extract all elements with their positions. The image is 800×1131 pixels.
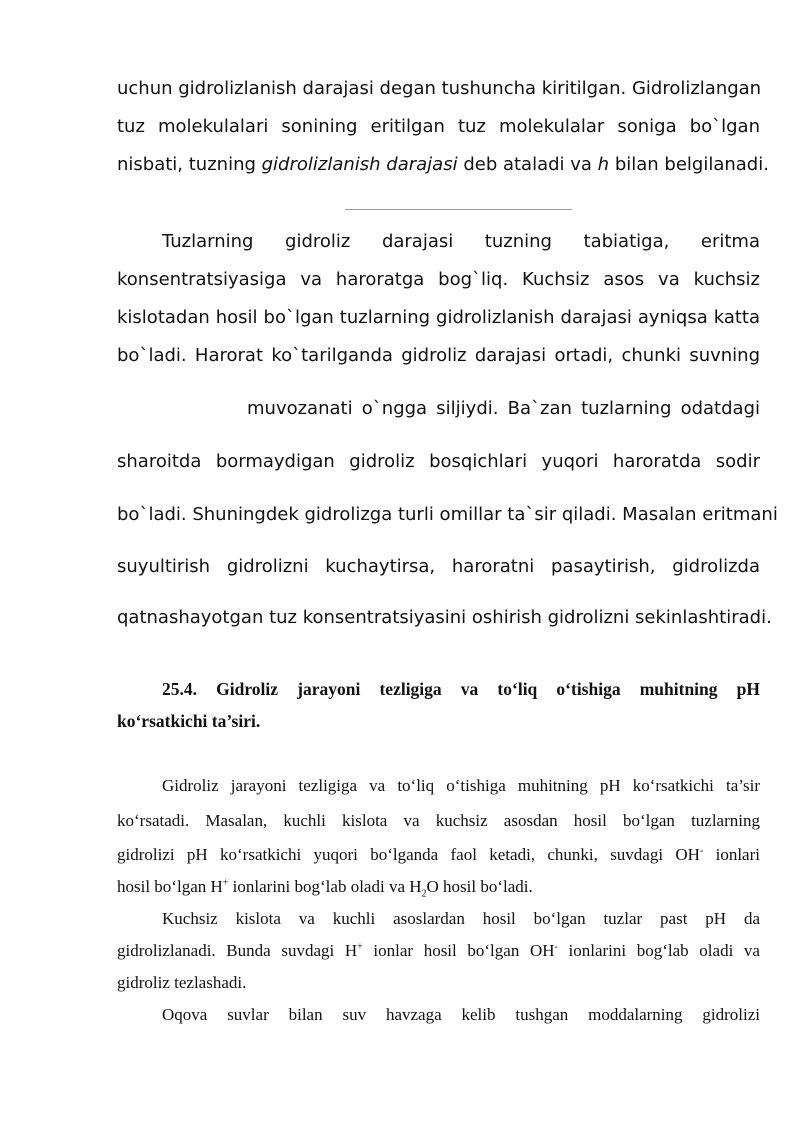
text-run: bilan belgilanadi. <box>609 154 769 175</box>
text-run: nisbati, tuzning <box>117 154 262 175</box>
paragraph-1-line-1: uchun gidrolizlanish darajasi degan tushuncha kiritilgan. Gidrolizlangan <box>117 78 762 99</box>
italic-variable: h <box>597 154 610 175</box>
paragraph-4-line-2 <box>117 941 760 961</box>
text-run: hosil bo‘lgan H <box>117 877 223 896</box>
paragraph-3-line-3 <box>117 845 760 865</box>
italic-term: gidrolizlanish darajasi <box>261 154 458 175</box>
paragraph-1-line-2: tuz molekulalari sonining eritilgan tuz molekulalar soniga bo`lgan <box>117 116 760 137</box>
text-run: ionlar hosil bo‘lgan OH <box>362 941 555 960</box>
text-run: gidrolizi pH ko‘rsatkichi yuqori bo‘lganda faol ketadi, chunki, suvdagi OH <box>117 845 700 864</box>
subscript: 2 <box>421 888 427 900</box>
paragraph-3-line-4 <box>117 877 760 900</box>
text-run: deb ataladi va <box>457 154 598 175</box>
paragraph-3-line-2: ko‘rsatadi. Masalan, kuchli kislota va kuchsiz asosdan hosil bo‘lgan tuzlarning <box>117 811 760 830</box>
paragraph-1-line-3 <box>117 154 769 175</box>
section-heading-line-2: ko‘rsatkichi ta’siri. <box>117 711 261 731</box>
paragraph-2-line-4: bo`ladi. Harorat ko`tarilganda gidroliz darajasi ortadi, chunki suvning <box>117 345 760 366</box>
text-run: ionlarini bog‘lab oladi va <box>557 941 760 960</box>
superscript: + <box>222 877 229 889</box>
paragraph-2-line-8: suyultirish gidrolizni kuchaytirsa, haroratni pasaytirish, gidrolizda <box>117 556 760 577</box>
paragraph-3-line-1: Gidroliz jarayoni tezligiga va to‘liq o‘tishiga muhitning pH ko‘rsatkichi ta’sir <box>162 776 760 795</box>
paragraph-2-line-7: bo`ladi. Shuningdek gidrolizga turli omillar ta`sir qiladi. Masalan eritmani <box>117 504 778 525</box>
paragraph-2-line-9: qatnashayotgan tuz konsentratsiyasini oshirish gidrolizni sekinlashtiradi. <box>117 607 772 628</box>
paragraph-4-line-1: Kuchsiz kislota va kuchli asoslardan hosil bo‘lgan tuzlar past pH da <box>162 909 760 928</box>
superscript: - <box>699 845 704 857</box>
text-run: ionlarini bog‘lab oladi va H <box>228 877 422 896</box>
paragraph-2-line-5: muvozanati o`ngga siljiydi. Ba`zan tuzlarning odatdagi <box>247 398 760 419</box>
section-heading-line-1: 25.4. Gidroliz jarayoni tezligiga va to‘liq o‘tishiga muhitning pH <box>162 679 760 699</box>
text-run: gidrolizlanadi. Bunda suvdagi H <box>117 941 358 960</box>
paragraph-2-line-2: konsentratsiyasiga va haroratga bog`liq. Kuchsiz asos va kuchsiz <box>117 269 760 290</box>
paragraph-5-line-1: Oqova suvlar bilan suv havzaga kelib tushgan moddalarning gidrolizi <box>162 1005 760 1024</box>
divider-rule <box>345 209 572 210</box>
text-run: ionlari <box>703 845 760 864</box>
superscript: + <box>357 941 363 953</box>
text-run: O hosil bo‘ladi. <box>426 877 533 896</box>
paragraph-4-line-3: gidroliz tezlashadi. <box>117 973 247 992</box>
paragraph-2-line-3: kislotadan hosil bo`lgan tuzlarning gidrolizlanish darajasi ayniqsa katta <box>117 307 760 328</box>
paragraph-2-line-6: sharoitda bormaydigan gidroliz bosqichlari yuqori haroratda sodir <box>117 451 760 472</box>
paragraph-2-line-1: Tuzlarning gidroliz darajasi tuzning tabiatiga, eritma <box>162 231 760 252</box>
superscript: - <box>554 941 558 953</box>
